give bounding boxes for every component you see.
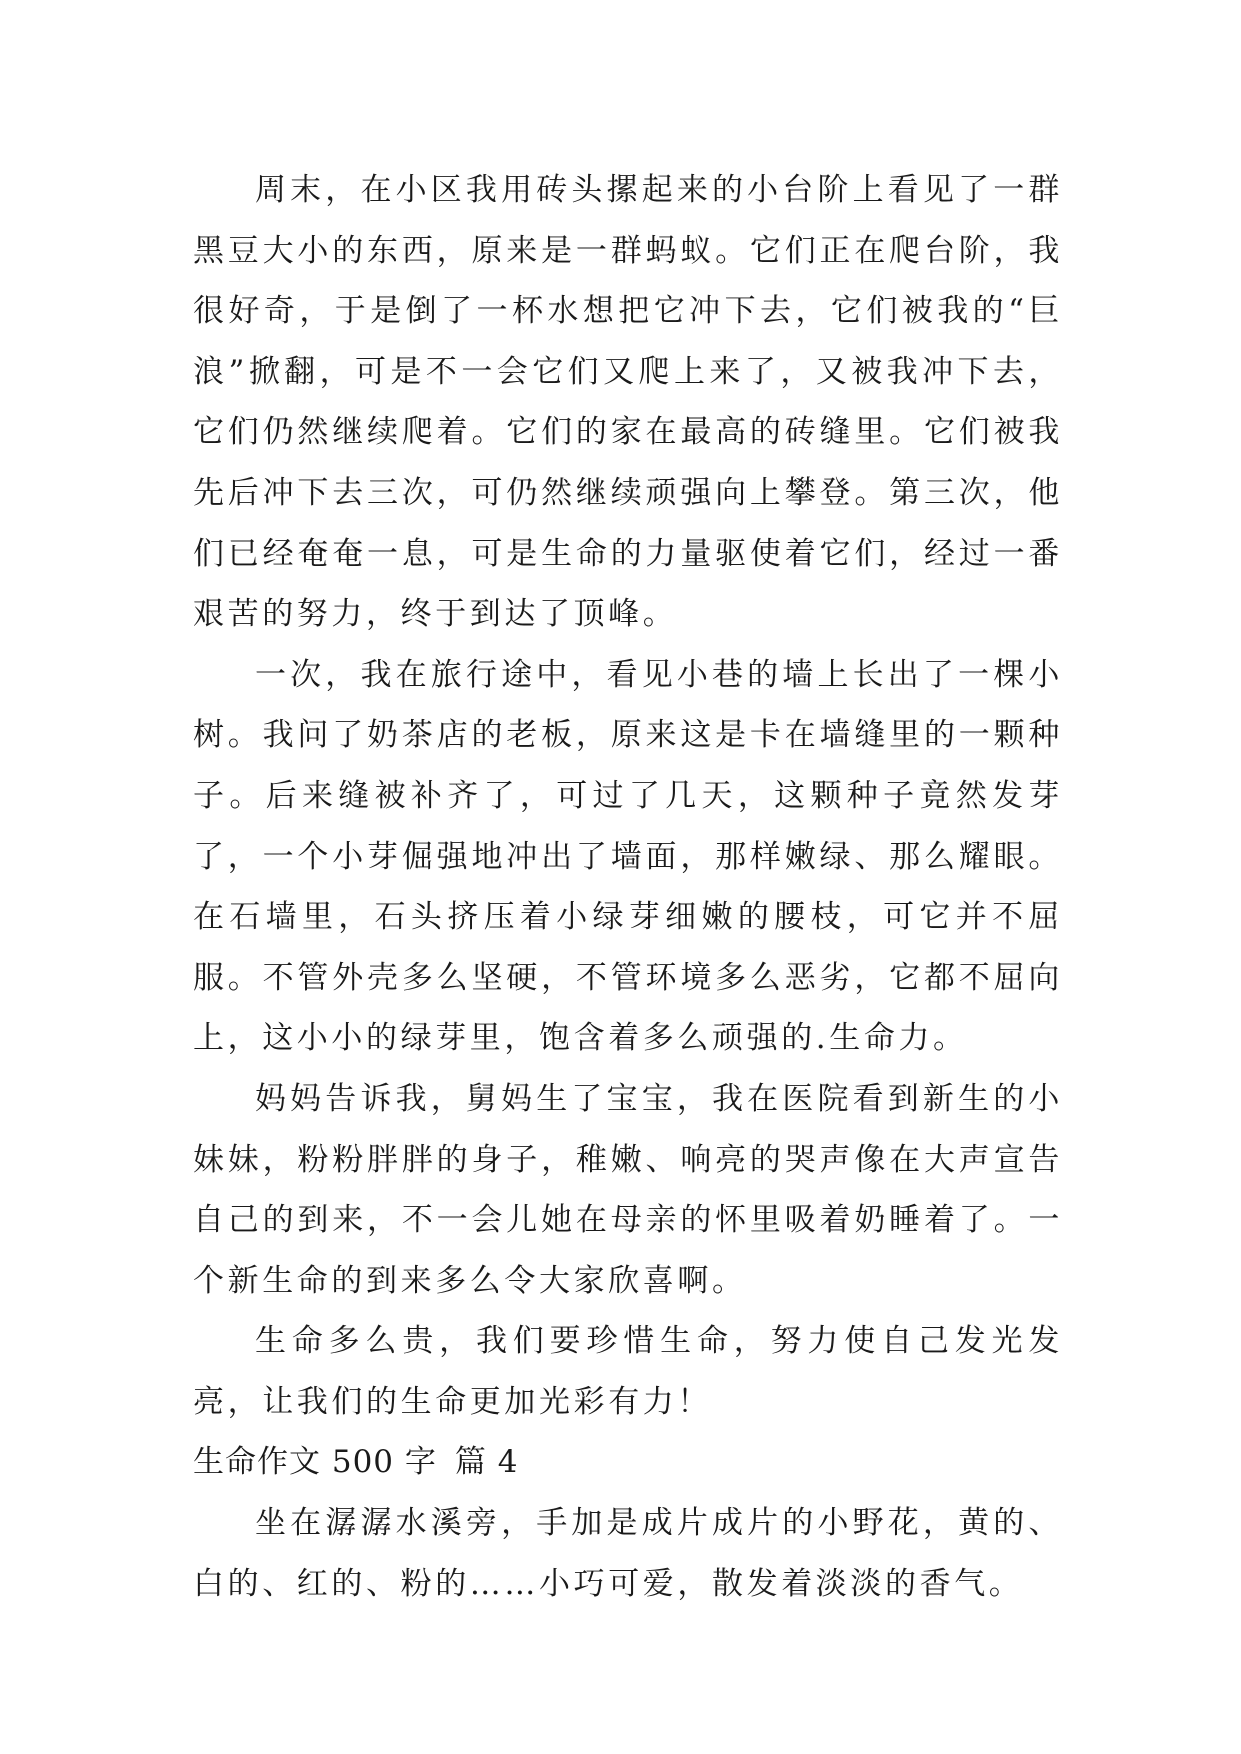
paragraph-conclusion: 生命多么贵，我们要珍惜生命，努力使自己发光发亮，让我们的生命更加光彩有力！ (193, 1323, 1063, 1420)
paragraph-ants: 周末，在小区我用砖头摞起来的小台阶上看见了一群黑豆大小的东西，原来是一群蚂蚁。它们正在爬台阶，我很好奇，于是倒了一杯水想把它冲下去，它们被我的“巨浪”掀翻，可是不一会它们又爬上来了，又被我冲下去，它们仍然继续爬着。它们的家在最高的砖缝里。它们被我先后冲下去三次，可仍然继续顽强向上攀登。第三次，他们已经奄奄一息，可是生命的力量驱使着它们，经过一番艰苦的努力，终于到达了顶峰。 (193, 172, 1063, 633)
paragraph-stream: 坐在潺潺水溪旁，手加是成片成片的小野花，黄的、白的、红的、粉的……小巧可爱，散发着淡淡的香气。 (193, 1505, 1063, 1602)
section-heading-title: 生命作文 500 字 (193, 1444, 437, 1481)
paragraph-sprout: 一次，我在旅行途中，看见小巷的墙上长出了一棵小树。我问了奶茶店的老板，原来这是卡在墙缝里的一颗种子。后来缝被补齐了，可过了几天，这颗种子竟然发芽了，一个小芽倔强地冲出了墙面，那样嫩绿、那么耀眼。在石墙里，石头挤压着小绿芽细嫩的腰枝，可它并不屈服。不管外壳多么坚硬，不管环境多么恶劣，它都不屈向上，这小小的绿芽里，饱含着多么顽强的.生命力。 (193, 656, 1063, 1057)
section-heading-part: 篇 4 (454, 1444, 519, 1481)
section-heading (193, 1432, 1063, 1493)
paragraph-baby: 妈妈告诉我，舅妈生了宝宝，我在医院看到新生的小妹妹，粉粉胖胖的身子，稚嫩、响亮的哭声像在大声宣告自己的到来，不一会儿她在母亲的怀里吸着奶睡着了。一个新生命的到来多么令大家欣喜啊。 (193, 1080, 1063, 1299)
document-body (193, 160, 1063, 1614)
